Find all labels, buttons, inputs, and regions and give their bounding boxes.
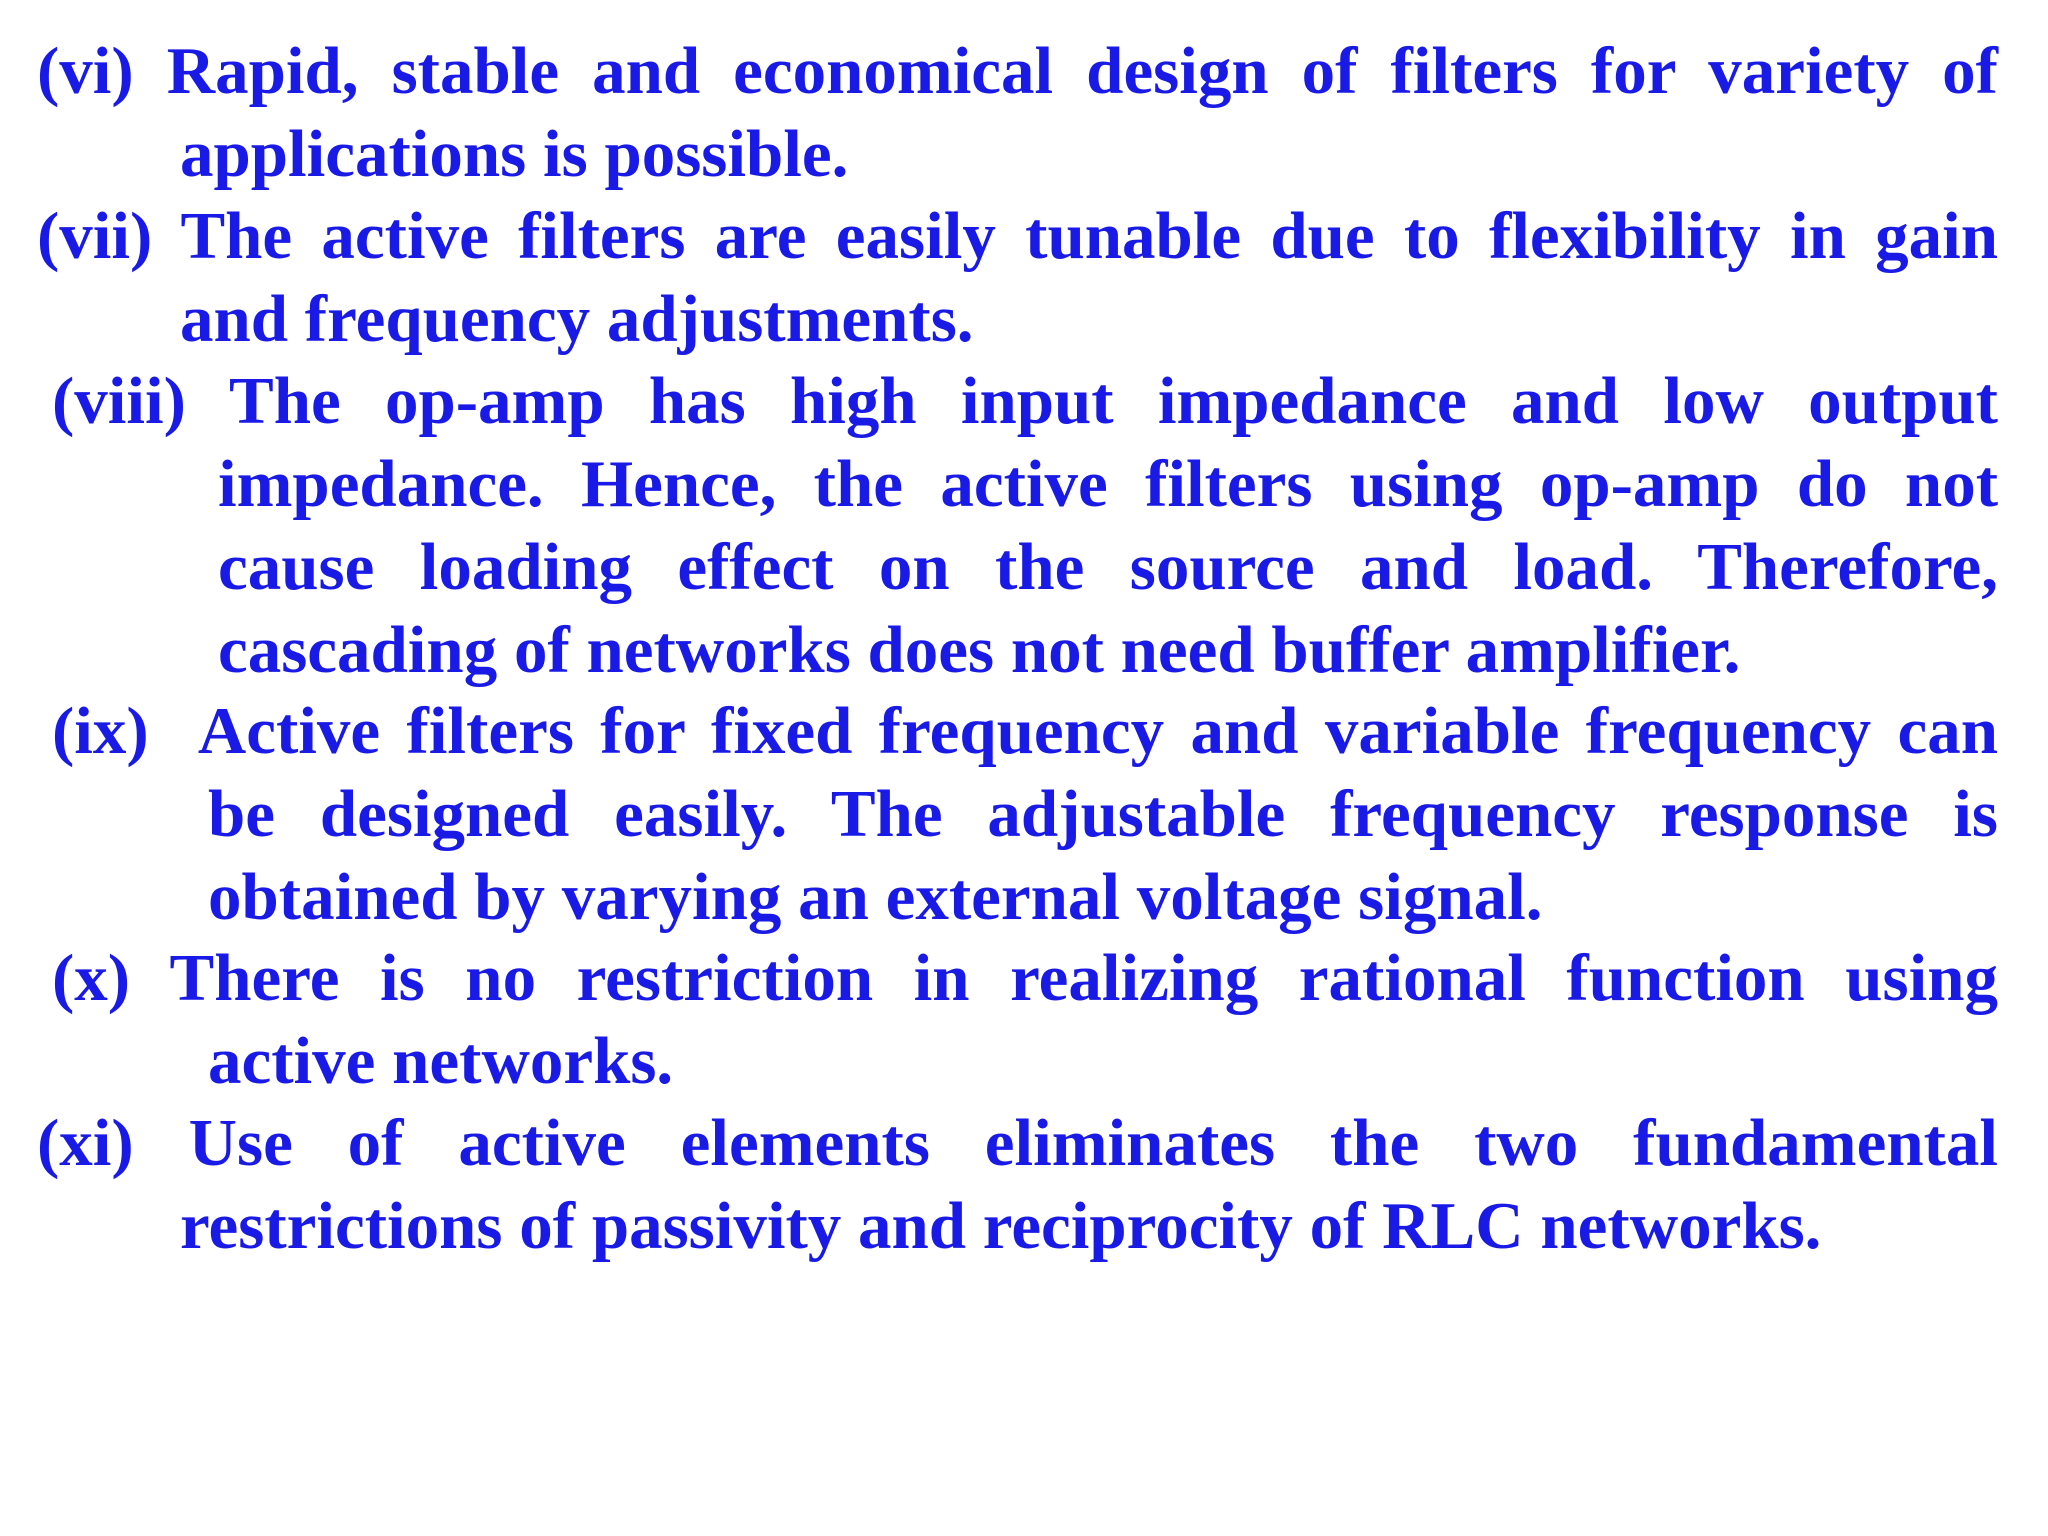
item-line-1: Rapid, stable and economical design of filters for variety of [166, 34, 1998, 108]
list-item-body [52, 937, 1998, 1103]
item-line-2: and frequency adjustments. [180, 282, 974, 356]
item-line-1: Active filters for fixed frequency and variable frequency can [197, 694, 1999, 768]
item-line-1: Use of active elements eliminates the two fundamental [188, 1106, 1999, 1180]
item-line-1: The active filters are easily tunable due to flexibility in gain [180, 199, 1998, 273]
item-numeral: (viii) [52, 364, 186, 438]
item-line-2: impedance. Hence, the active filters using op-amp do not [218, 447, 1998, 521]
item-line-1: There is no restriction in realizing rational function using [169, 941, 1998, 1015]
item-line-2: active networks. [208, 1024, 674, 1098]
item-line-2: be designed easily. The adjustable frequency response is [208, 777, 1998, 851]
list-item-body [52, 360, 1998, 692]
item-line-1: The op-amp has high input impedance and low output [229, 364, 1998, 438]
item-line-2: applications is possible. [180, 117, 849, 191]
list-item-body [52, 690, 1998, 939]
list-item-body [37, 30, 1998, 196]
item-line-4: cascading of networks does not need buffer amplifier. [218, 613, 1741, 687]
item-line-2: restrictions of passivity and reciprocity of RLC networks. [180, 1189, 1822, 1263]
list-item-body [37, 1102, 1998, 1268]
item-numeral: (vi) [37, 34, 134, 108]
item-numeral: (x) [52, 941, 131, 1015]
item-line-3: obtained by varying an external voltage signal. [208, 860, 1543, 934]
item-numeral: (ix) [52, 694, 149, 768]
item-line-3: cause loading effect on the source and load. Therefore, [218, 530, 1998, 604]
list-item-body [37, 195, 1998, 361]
item-numeral: (vii) [37, 199, 153, 273]
item-numeral: (xi) [37, 1106, 134, 1180]
